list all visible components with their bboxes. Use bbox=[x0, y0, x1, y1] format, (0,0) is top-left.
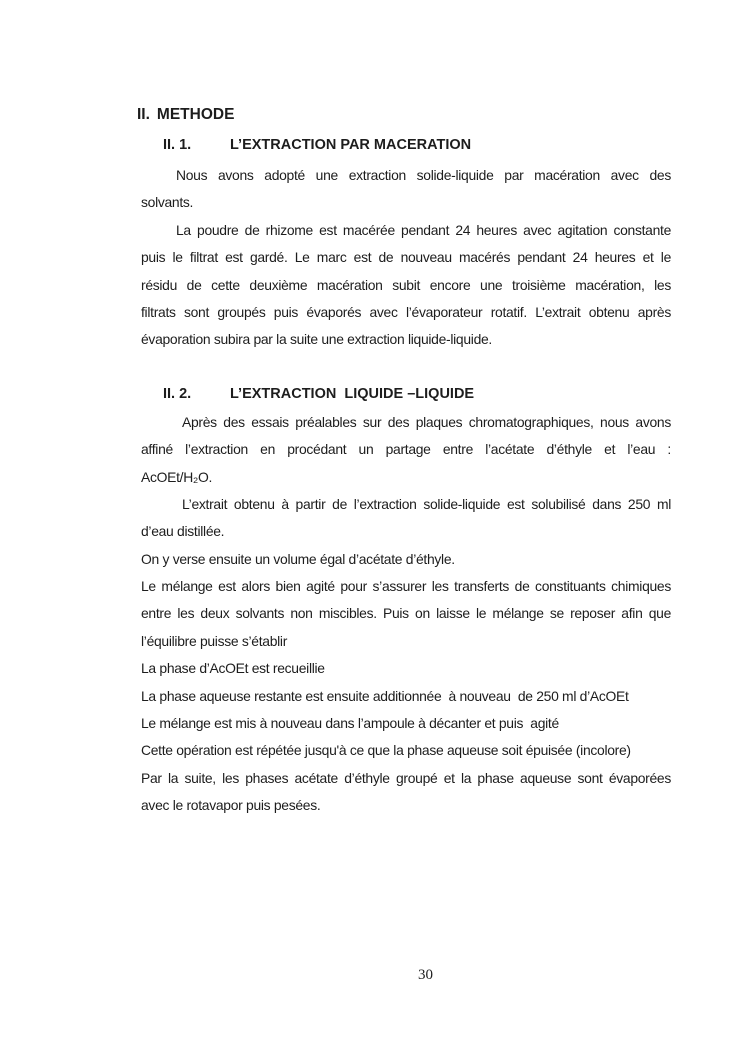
text-line: Par la suite, les phases acétate d’éthyle groupé et la phase aqueuse sont évaporées bbox=[141, 769, 671, 786]
subsection-heading-extraction-liquide-liquide bbox=[141, 384, 671, 404]
text-line: filtrats sont groupés puis évaporés avec l’évaporateur rotatif. L’extrait obtenu après bbox=[141, 303, 671, 320]
text-line: avec le rotavapor puis pesées. bbox=[141, 797, 321, 814]
text-line: La poudre de rhizome est macérée pendant 24 heures avec agitation constante bbox=[176, 221, 671, 238]
paragraph bbox=[141, 217, 671, 354]
paragraph bbox=[141, 573, 671, 655]
paragraph bbox=[141, 409, 671, 491]
text-line: puis le filtrat est gardé. Le marc est de nouveau macérés pendant 24 heures et le bbox=[141, 249, 671, 266]
text-line: Le mélange est mis à nouveau dans l’ampoule à décanter et puis agité bbox=[141, 715, 559, 732]
text-line: l’équilibre puisse s’établir bbox=[141, 632, 288, 649]
page-number: 30 bbox=[418, 967, 433, 983]
text-line: La phase d’AcOEt est recueillie bbox=[141, 660, 325, 677]
text-line: d’eau distillée. bbox=[141, 523, 225, 540]
subsection-heading-extraction-maceration bbox=[141, 135, 671, 155]
paragraph bbox=[141, 683, 671, 710]
paragraph bbox=[141, 710, 671, 737]
text-line: affiné l’extraction en procédant un partage entre l’acétate d’éthyle et l’eau : bbox=[141, 441, 671, 458]
section-number: II. bbox=[137, 106, 150, 123]
subsection-number: II. 1. bbox=[163, 137, 192, 153]
text-line: La phase aqueuse restante est ensuite additionnée à nouveau de 250 ml d’AcOEt bbox=[141, 687, 629, 704]
text-line: entre les deux solvants non miscibles. Puis on laisse le mélange se reposer afin que bbox=[141, 605, 671, 622]
text-line: Le mélange est alors bien agité pour s’assurer les transferts de constituants chimiques bbox=[141, 578, 671, 595]
document-body bbox=[137, 104, 671, 820]
text-line: Après des essais préalables sur des plaques chromatographiques, nous avons bbox=[182, 413, 671, 430]
paragraph bbox=[141, 162, 671, 217]
subsection-title: L’EXTRACTION LIQUIDE –LIQUIDE bbox=[230, 385, 475, 402]
subsection-number: II. 2. bbox=[163, 385, 192, 402]
paragraph bbox=[141, 546, 671, 573]
paragraph bbox=[141, 765, 671, 820]
text-line: Cette opération est répétée jusqu'à ce que la phase aqueuse soit épuisée (incolore) bbox=[141, 742, 631, 759]
paragraph bbox=[141, 491, 671, 546]
paragraph bbox=[141, 655, 671, 682]
text-line: Nous avons adopté une extraction solide-liquide par macération avec des bbox=[176, 167, 671, 183]
text-line: évaporation subira par la suite une extraction liquide-liquide. bbox=[141, 331, 492, 348]
subsection-title: L’EXTRACTION PAR MACERATION bbox=[230, 137, 472, 153]
text-line: AcOEt/H₂O. bbox=[141, 468, 213, 485]
section-title: METHODE bbox=[156, 106, 235, 123]
text-line: solvants. bbox=[141, 194, 194, 211]
paragraph bbox=[141, 737, 671, 764]
section-heading-method bbox=[137, 104, 671, 126]
text-line: On y verse ensuite un volume égal d’acétate d’éthyle. bbox=[141, 550, 455, 567]
text-line: L’extrait obtenu à partir de l’extraction solide-liquide est solubilisé dans 250 ml bbox=[182, 495, 671, 512]
text-line: résidu de cette deuxième macération subit encore une troisième macération, les bbox=[141, 276, 671, 293]
